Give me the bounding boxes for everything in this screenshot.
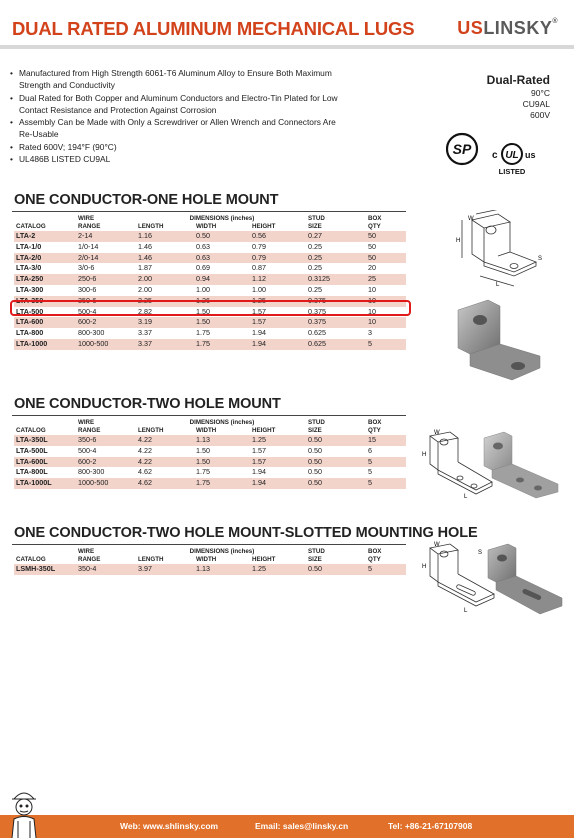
feature-item: • Assembly Can be Made with Only a Screwdriver or Allen Wrench and Connectors Are Re-Usable [10,116,340,141]
table-cell: 0.69 [194,263,250,274]
row-highlight [10,300,411,316]
table-cell: 1.00 [250,285,306,296]
column-header: WIRE RANGE [78,419,101,434]
table-row [14,328,406,339]
table-cell: 1.50 [194,457,250,468]
table-cell: 0.375 [306,307,366,318]
footer-bar [0,815,574,838]
page-title: DUAL RATED ALUMINUM MECHANICAL LUGS [12,18,415,39]
catalog-cell: LTA-300 [14,285,76,296]
svg-text:L: L [496,282,500,288]
table-cell: 4.62 [136,478,194,489]
table-cell: 0.94 [194,274,250,285]
table-cell: 0.87 [250,263,306,274]
catalog-cell: LTA-1000 [14,339,76,350]
table-cell: 0.375 [306,317,366,328]
cert-us: us [525,150,536,160]
table-cell: 250-6 [76,274,136,285]
table-cell: 1.87 [136,263,194,274]
table-cell: 1000-500 [76,478,136,489]
table-cell: 1.13 [194,435,250,446]
section-divider [12,211,406,212]
table-cell: 2.82 [136,307,194,318]
column-header: DIMENSIONS (inches) [189,215,255,222]
section-title: ONE CONDUCTOR-ONE HOLE MOUNT [14,192,279,208]
column-header: CATALOG [16,223,46,230]
table-cell: 1.57 [250,307,306,318]
table-cell: 500-4 [76,446,136,457]
table-cell: 0.25 [306,285,366,296]
table-cell: 1000-500 [76,339,136,350]
catalog-cell: LTA-350 [14,296,76,307]
table-cell: 0.50 [306,478,366,489]
table-cell: 20 [366,263,406,274]
column-header: LENGTH [138,223,164,230]
table-cell: 1/0-14 [76,242,136,253]
catalog-cell: LTA-500 [14,307,76,318]
table-cell: 0.50 [306,457,366,468]
table-row [14,263,406,274]
table-cell: 0.625 [306,328,366,339]
table-cell: 1.50 [194,307,250,318]
table-cell: 800-300 [76,328,136,339]
table-row [14,274,406,285]
column-header: STUD SIZE [308,548,325,563]
column-header: DIMENSIONS (inches) [189,548,255,555]
table-cell: 0.625 [306,339,366,350]
table-row [14,317,406,328]
svg-text:W: W [434,542,440,548]
table-cell: 4.22 [136,446,194,457]
table-cell: 3.97 [136,564,194,575]
table-row [14,564,406,575]
table-cell: 0.79 [250,242,306,253]
rating-code: CU9AL [522,99,550,109]
table-cell: 1.75 [194,339,250,350]
table-cell: 50 [366,253,406,264]
svg-text:UL: UL [505,150,519,161]
catalog-cell: LTA-250 [14,274,76,285]
table-cell: 1.57 [250,317,306,328]
one-hole-lug-drawing [440,210,560,290]
catalog-cell: LTA-600 [14,317,76,328]
table-cell: 2.00 [136,285,194,296]
table-cell: 3 [366,328,406,339]
column-header: CATALOG [16,556,46,563]
rating-voltage: 600V [530,110,550,120]
table-cell: 0.56 [250,231,306,242]
rating-heading: Dual-Rated [486,73,550,87]
table-row [14,242,406,253]
footer-web[interactable]: Web: www.shlinsky.com [120,821,219,831]
table-cell: 1.75 [194,467,250,478]
catalog-cell: LTA-500L [14,446,76,457]
table-cell: 1.46 [136,242,194,253]
table-cell: 600-2 [76,457,136,468]
table-cell: 1.25 [250,435,306,446]
table-cell: 0.50 [306,467,366,478]
table-cell: 2.00 [136,274,194,285]
table-cell: 5 [366,467,406,478]
column-header: HEIGHT [252,556,276,563]
table-cell: 0.25 [306,263,366,274]
table-cell: 4.22 [136,435,194,446]
table-cell: 0.63 [194,253,250,264]
cert-c: c [492,150,498,161]
table-row [14,478,406,489]
column-header: WIDTH [196,223,217,230]
table-row [14,435,406,446]
spec-table [14,548,406,575]
catalog-cell: LTA-350L [14,435,76,446]
table-cell: 1.12 [250,274,306,285]
rating-temp: 90°C [531,88,550,98]
section-title: ONE CONDUCTOR-TWO HOLE MOUNT-SLOTTED MOUNTING HOLE [14,525,478,541]
cert-listed: LISTED [498,167,526,176]
column-header: HEIGHT [252,427,276,434]
catalog-cell: LTA-3/0 [14,263,76,274]
header-divider [0,45,574,49]
column-header: BOX QTY [368,419,382,434]
column-header: CATALOG [16,427,46,434]
footer-tel: Tel: +86-21-67107908 [388,821,473,831]
table-cell: 1.57 [250,457,306,468]
table-cell: 0.50 [306,564,366,575]
catalog-cell: LTA-1/0 [14,242,76,253]
table-cell: 0.50 [194,231,250,242]
svg-text:W: W [434,430,440,436]
table-cell: 5 [366,564,406,575]
ul-logo [502,144,522,164]
table-cell: 1.26 [194,296,250,307]
table-cell: 2.25 [136,296,194,307]
table-cell: 0.25 [306,253,366,264]
table-cell: 5 [366,457,406,468]
table-cell: 6 [366,446,406,457]
table-cell: 10 [366,307,406,318]
mascot-illustration [4,785,44,838]
table-cell: 15 [366,435,406,446]
table-row [14,446,406,457]
table-cell: 1.94 [250,328,306,339]
table-cell: 10 [366,317,406,328]
section-divider [12,544,406,545]
csa-logo [447,134,477,164]
svg-text:SP: SP [452,141,472,157]
table-cell: 1.94 [250,467,306,478]
rating-block [487,72,550,121]
table-cell: 3.37 [136,328,194,339]
column-header: BOX QTY [368,215,382,230]
spec-table [14,419,406,489]
column-header: WIDTH [196,556,217,563]
column-header: HEIGHT [252,223,276,230]
svg-text:S: S [538,256,543,262]
column-header: LENGTH [138,556,164,563]
table-cell: 2-14 [76,231,136,242]
table-cell: 1.13 [194,564,250,575]
footer-email[interactable]: Email: sales@linsky.cn [255,821,349,831]
column-header: BOX QTY [368,548,382,563]
table-cell: 0.50 [306,446,366,457]
svg-text:W: W [468,216,474,222]
table-cell: 50 [366,242,406,253]
table-cell: 800-300 [76,467,136,478]
feature-item: • Dual Rated for Both Copper and Aluminum Conductors and Electro-Tin Plated for Low Contact Resistance and Protection Against Corrosion [10,92,340,117]
table-row [14,339,406,350]
table-cell: 350-6 [76,435,136,446]
table-cell: 5 [366,478,406,489]
table-cell: 1.94 [250,478,306,489]
table-cell: 3.37 [136,339,194,350]
section-title: ONE CONDUCTOR-TWO HOLE MOUNT [14,396,281,412]
feature-item: • UL486B LISTED CU9AL [10,153,340,165]
table-cell: 1.94 [250,339,306,350]
catalog-cell: LTA-800 [14,328,76,339]
table-cell: 350-6 [76,296,136,307]
section-divider [12,415,406,416]
table-cell: 4.22 [136,457,194,468]
table-cell: 0.3125 [306,274,366,285]
catalog-cell: LTA-2/0 [14,253,76,264]
table-cell: 600-2 [76,317,136,328]
table-cell: 5 [366,339,406,350]
table-cell: 1.16 [136,231,194,242]
svg-text:L: L [464,494,468,500]
table-row [14,231,406,242]
table-cell: 2/0-14 [76,253,136,264]
catalog-cell: LTA-1000L [14,478,76,489]
table-cell: 1.46 [136,253,194,264]
table-cell: 3.19 [136,317,194,328]
table-cell: 1.50 [194,317,250,328]
table-cell: 500-4 [76,307,136,318]
table-row [14,467,406,478]
column-header: DIMENSIONS (inches) [189,419,255,426]
feature-item: • Manufactured from High Strength 6061-T6 Aluminum Alloy to Ensure Both Maximum Strength and Conductivity [10,67,340,92]
table-cell: 0.27 [306,231,366,242]
table-cell: 1.50 [194,446,250,457]
certification-marks [446,132,556,176]
svg-text:H: H [456,238,461,244]
slotted-lug-photo [474,540,570,620]
column-header: WIDTH [196,427,217,434]
table-cell: 1.25 [250,296,306,307]
catalog-cell: LTA-2 [14,231,76,242]
table-cell: 350-4 [76,564,136,575]
table-cell: 25 [366,274,406,285]
svg-text:L: L [464,608,468,614]
svg-text:H: H [422,564,427,570]
svg-text:S: S [478,550,483,556]
column-header: STUD SIZE [308,419,325,434]
table-row [14,457,406,468]
table-cell: 1.75 [194,328,250,339]
table-cell: 0.50 [306,435,366,446]
spec-table [14,215,406,350]
table-cell: 0.375 [306,296,366,307]
table-cell: 1.75 [194,478,250,489]
catalog-cell: LTA-800L [14,467,76,478]
table-cell: 4.62 [136,467,194,478]
one-hole-lug-photo [440,296,560,386]
svg-text:H: H [422,452,427,458]
table-cell: 1.57 [250,446,306,457]
table-cell: 3/0-6 [76,263,136,274]
column-header: WIRE RANGE [78,215,101,230]
catalog-cell: LSMH-350L [14,564,76,575]
table-cell: 300-6 [76,285,136,296]
column-header: WIRE RANGE [78,548,101,563]
table-cell: 1.00 [194,285,250,296]
two-hole-lug-photo [470,428,566,500]
table-row [14,285,406,296]
table-cell: 1.25 [250,564,306,575]
table-cell: 10 [366,296,406,307]
table-cell: 50 [366,231,406,242]
feature-item: • Rated 600V; 194°F (90°C) [10,141,340,153]
feature-list [10,67,340,165]
table-cell: 0.63 [194,242,250,253]
table-cell: 0.79 [250,253,306,264]
brand-logo: USLINSKY® [457,18,558,38]
table-cell: 0.25 [306,242,366,253]
catalog-cell: LTA-600L [14,457,76,468]
column-header: STUD SIZE [308,215,325,230]
table-cell: 10 [366,285,406,296]
column-header: LENGTH [138,427,164,434]
table-row [14,253,406,264]
